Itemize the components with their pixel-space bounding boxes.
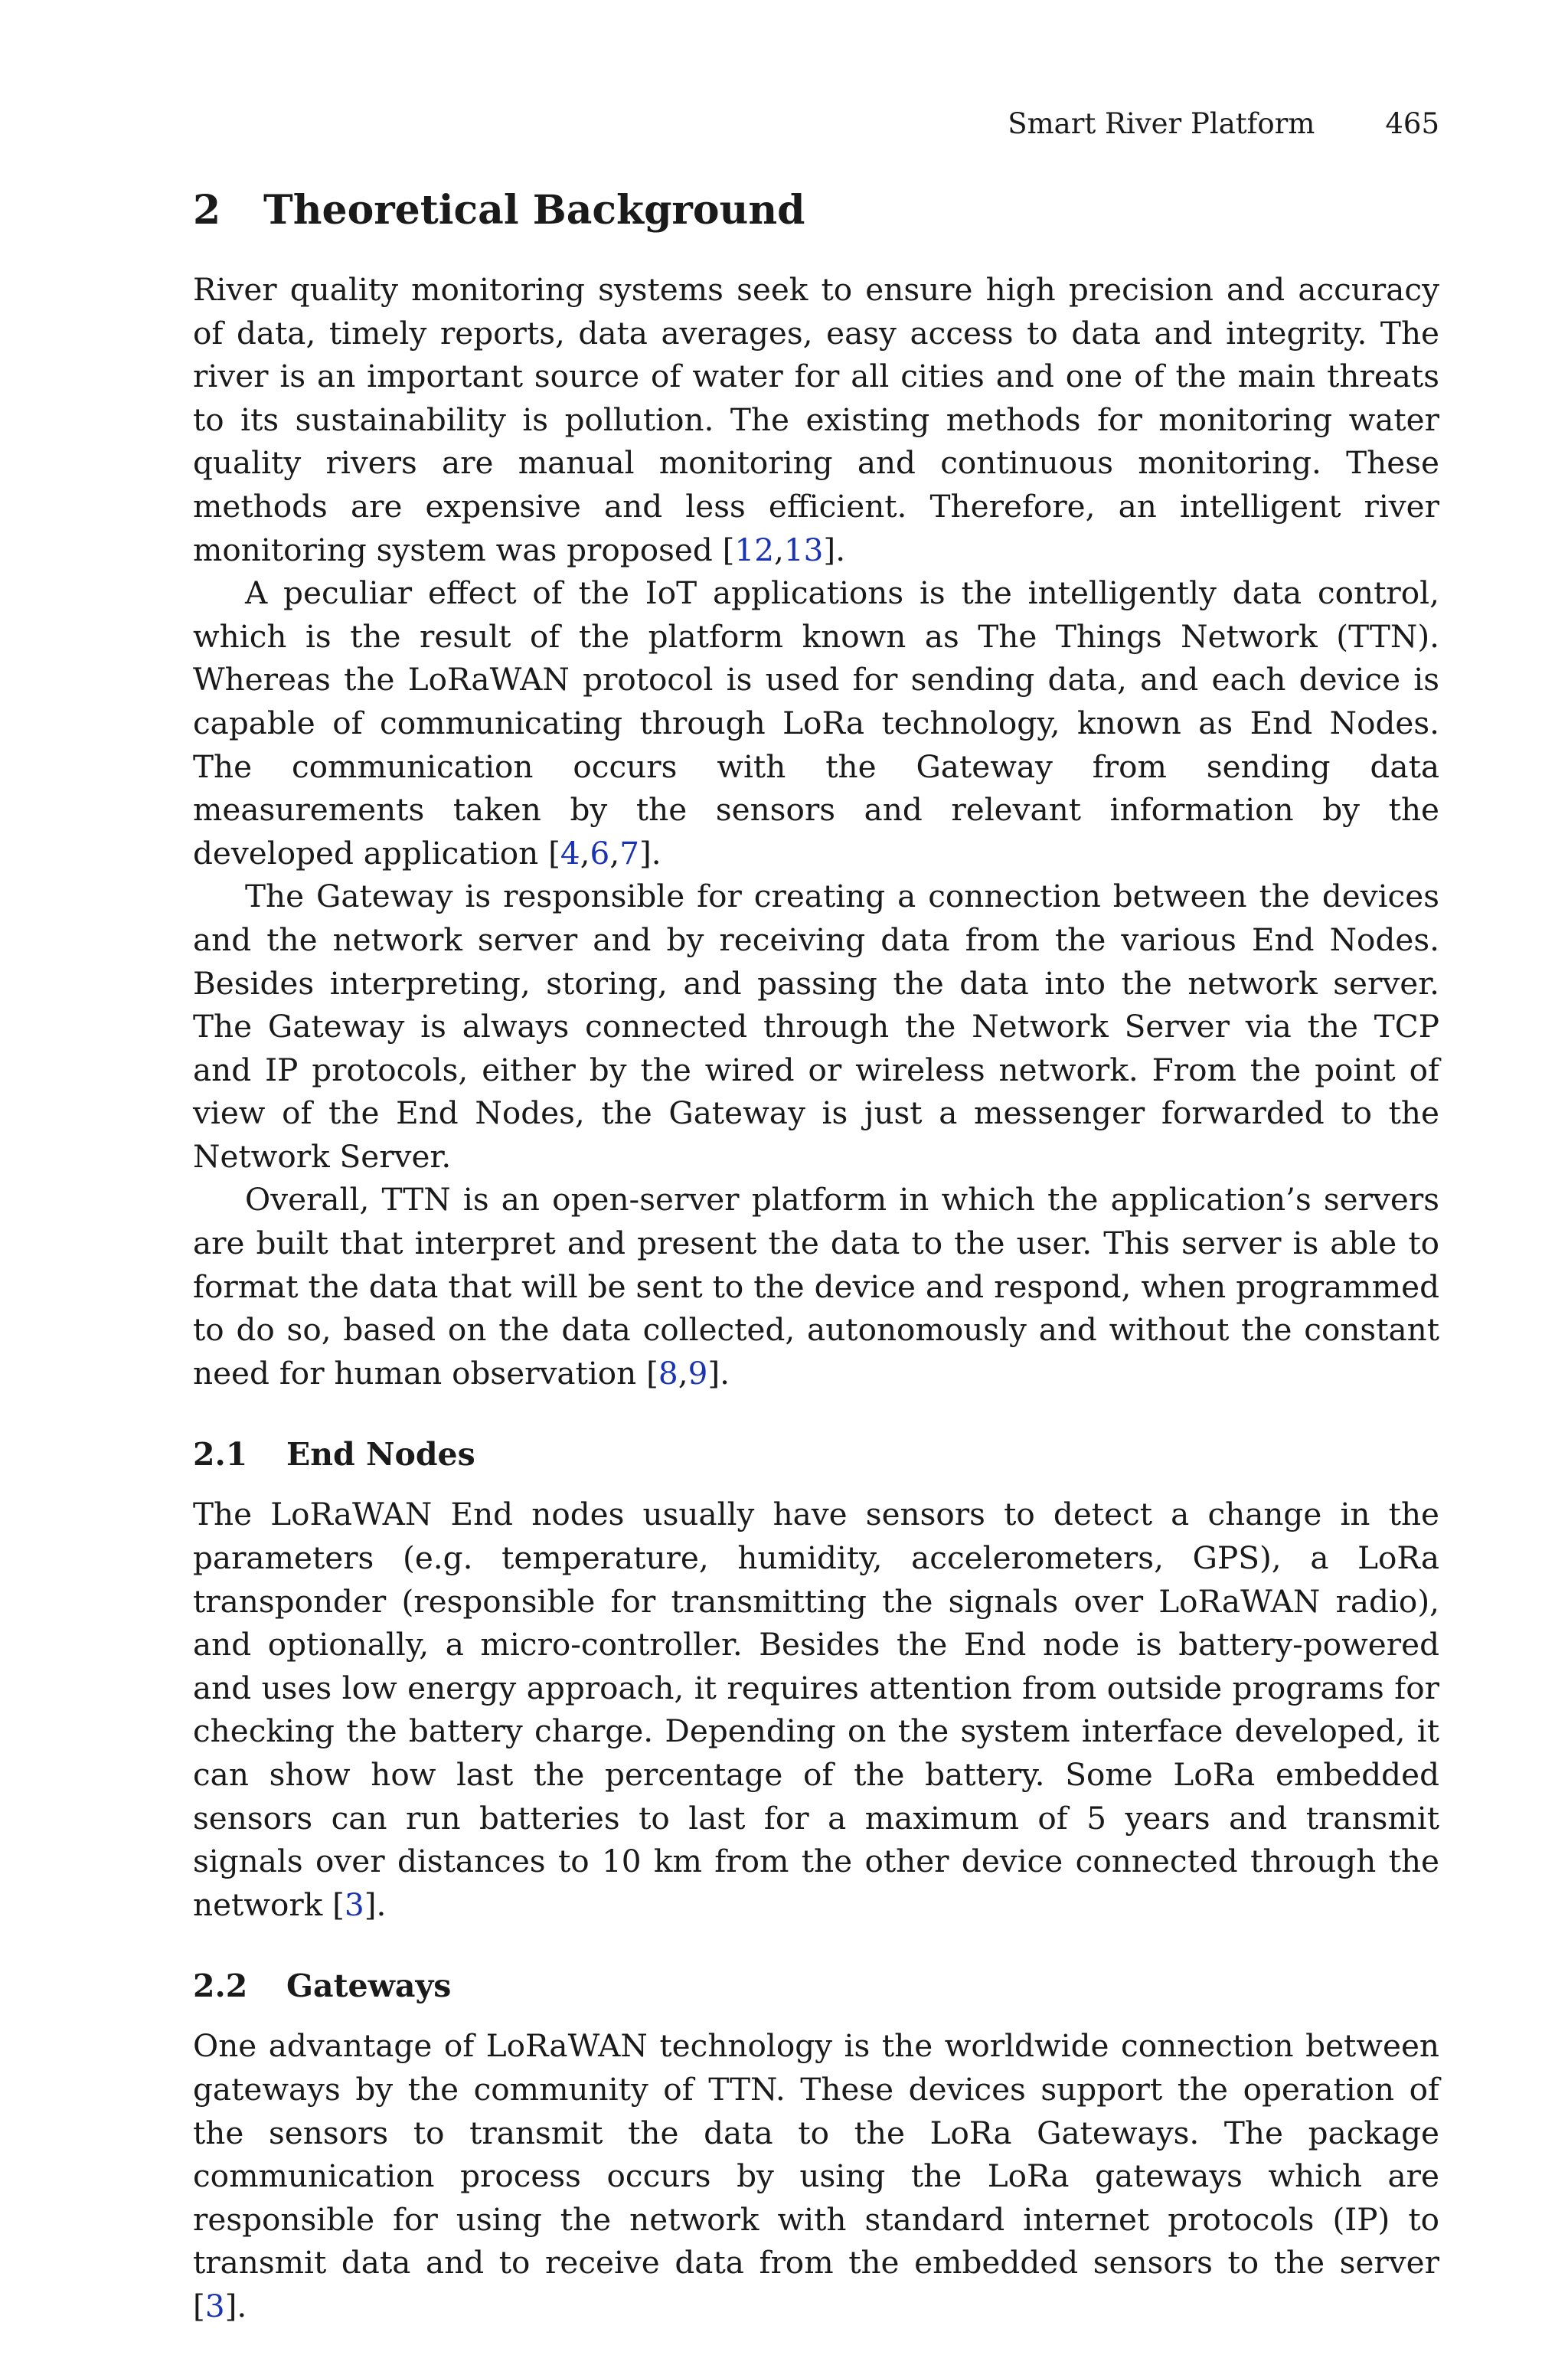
citation-link-3[interactable]: 3 — [204, 2287, 225, 2324]
running-title: Smart River Platform — [1008, 107, 1315, 140]
paragraph-text: The LoRaWAN End nodes usually have sensors to detect a change in the parameters (e.g. temperature, humidity, accelerometers, GPS), a LoRa transponder (responsible for transmitting the signals over LoRaWAN radio), and optionally, a micro-controller. Besides the End node is battery-powered and uses low energy approach, it requires attention from outside programs for checking the battery charge. Depending on the system interface developed, it can show how last the percentage of the battery. Some LoRa embedded sensors can run batteries to last for a maximum of 5 years and transmit signals over distances to 10 km from the other device connected through the network [ — [193, 1496, 1439, 1923]
section-title: Theoretical Background — [263, 187, 805, 234]
paragraph-4: Overall, TTN is an open-server platform in which the application’s servers are built that interpret and present the data to the user. This server is able to format the data that will be sent to the device and respond, when programmed to do so, based on the data collected, autonomously and without the constant need for human observation [8,9]. — [193, 1181, 1439, 1392]
paragraph-gateways — [193, 2024, 1439, 2327]
paragraph-2: A peculiar effect of the IoT applications is the intelligently data control, which is the result of the platform known as The Things Network (TTN). Whereas the LoRaWAN protocol is used for sending data, and each device is capable of communicating through LoRa technology, known as End Nodes. The communication occurs with the Gateway from sending data measurements taken by the sensors and relevant information by the developed application [4,6,7]. — [193, 574, 1439, 872]
citation-link-7[interactable]: 7 — [619, 834, 639, 872]
section-heading — [193, 184, 1439, 237]
subsection-title: End Nodes — [286, 1436, 475, 1474]
subsection-number: 2.1 — [193, 1436, 248, 1474]
paragraph-text-end: ]. — [707, 1354, 730, 1392]
page-number: 465 — [1385, 107, 1439, 140]
subsection-number: 2.2 — [193, 1967, 248, 2005]
paragraph-text: River quality monitoring systems seek to ensure high precision and accuracy of data, timely reports, data averages, easy access to data and integrity. The river is an important source of water for all cities and one of the main threats to its sustainability is pollution. The existing methods for monitoring water quality rivers are manual monitoring and continuous monitoring. These methods are expensive and less efficient. Therefore, an intelligent river monitoring system was proposed [ — [193, 271, 1439, 568]
citation-link-13[interactable]: 13 — [783, 531, 824, 568]
citation-link-3[interactable]: 3 — [344, 1886, 364, 1923]
paragraph-text-end: ]. — [639, 834, 662, 872]
subsection-title: Gateways — [286, 1967, 452, 2005]
running-header — [1008, 107, 1439, 141]
subsection-heading-gateways — [193, 1963, 1439, 2009]
section-number: 2 — [193, 187, 221, 234]
citation-link-9[interactable]: 9 — [688, 1354, 708, 1392]
citation-link-6[interactable]: 6 — [590, 834, 610, 872]
paragraph-end-nodes — [193, 1493, 1439, 1926]
paragraph-text: Overall, TTN is an open-server platform in which the application’s servers are built that interpret and present the data to the user. This server is able to format the data that will be sent to the device and respond, when programmed to do so, based on the data collected, autonomously and without the constant need for human observation [ — [193, 1181, 1439, 1392]
citation-link-12[interactable]: 12 — [734, 531, 774, 568]
paragraph-text: A peculiar effect of the IoT applications is the intelligently data control, which is the result of the platform known as The Things Network (TTN). Whereas the LoRaWAN protocol is used for sending data, and each device is capable of communicating through LoRa technology, known as End Nodes. The communication occurs with the Gateway from sending data measurements taken by the sensors and relevant information by the developed application [ — [193, 574, 1439, 872]
subsection-heading-end-nodes — [193, 1431, 1439, 1477]
paragraph-text-end: ]. — [364, 1886, 387, 1923]
citation-link-4[interactable]: 4 — [560, 834, 580, 872]
paragraph-1: River quality monitoring systems seek to ensure high precision and accuracy of data, timely reports, data averages, easy access to data and integrity. The river is an important source of water for all cities and one of the main threats to its sustainability is pollution. The existing methods for monitoring water quality rivers are manual monitoring and continuous monitoring. These methods are expensive and less efficient. Therefore, an intelligent river monitoring system was proposed [12,13]. — [193, 271, 1439, 568]
paragraph-text-end: ]. — [823, 531, 846, 568]
paragraph-text: One advantage of LoRaWAN technology is the worldwide connection between gateways by the community of TTN. These devices support the operation of the sensors to transmit the data to the LoRa Gateways. The package communication process occurs by using the LoRa gateways which are responsible for using the network with standard internet protocols (IP) to transmit data and to receive data from the embedded sensors to the server [ — [193, 2027, 1439, 2324]
citation-link-8[interactable]: 8 — [658, 1354, 678, 1392]
paragraph-text-end: ]. — [224, 2287, 247, 2324]
paragraph-3: The Gateway is responsible for creating a connection between the devices and the network server and by receiving data from the various End Nodes. Besides interpreting, storing, and passing the data into the network server. The Gateway is always connected through the Network Server via the TCP and IP protocols, either by the wired or wireless network. From the point of view of the End Nodes, the Gateway is just a messenger forwarded to the Network Server. — [193, 878, 1439, 1175]
body-content — [193, 184, 1439, 2328]
